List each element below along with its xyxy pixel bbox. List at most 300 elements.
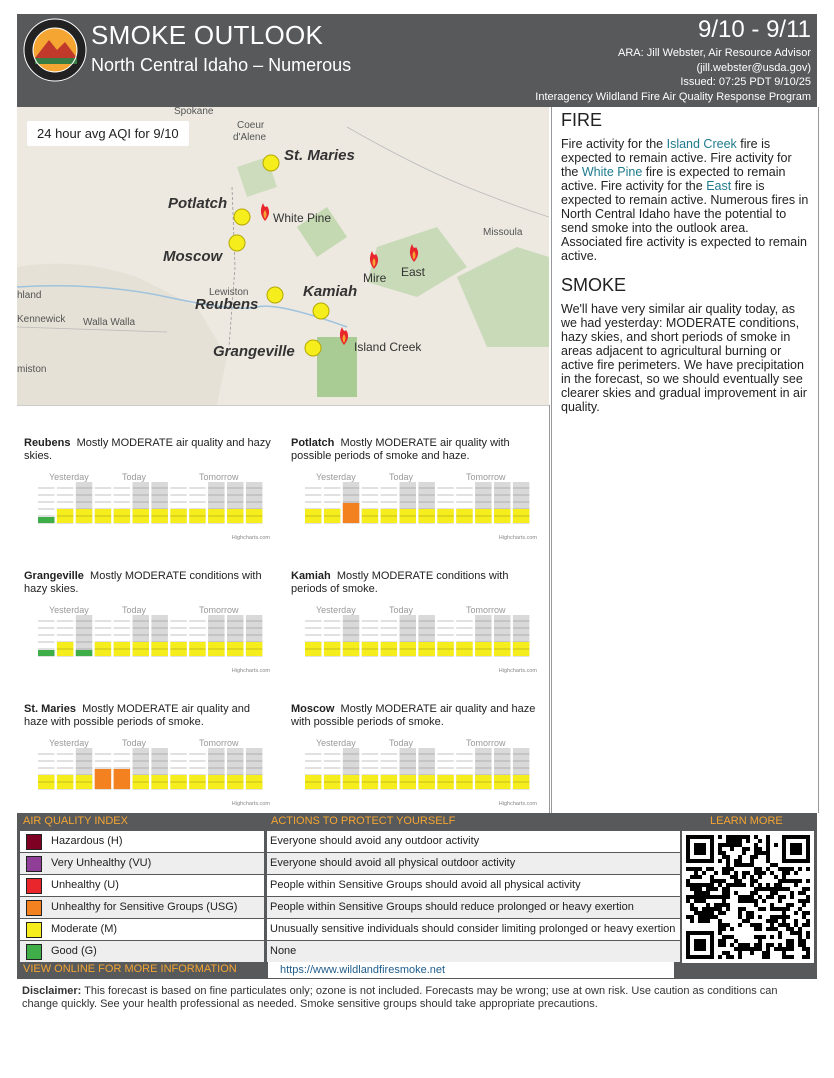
qr-module [750,855,754,859]
qr-module [790,939,794,943]
qr-module [762,955,766,959]
chart-credit: Highcharts.com [498,801,537,807]
qr-module [798,939,802,943]
qr-module [802,955,806,959]
qr-module [790,943,794,947]
qr-module [706,911,710,915]
qr-module [738,911,742,915]
aqi-marker-moscow [229,235,245,251]
qr-module [786,947,790,951]
town-label-grangeville: Grangeville [213,343,295,360]
qr-module [794,879,798,883]
qr-module [778,923,782,927]
qr-module [754,923,758,927]
qr-module [742,883,746,887]
qr-module [726,871,730,875]
aqi-row [20,941,680,962]
chart-credit: Highcharts.com [231,801,270,807]
qr-module [774,927,778,931]
aqi-action [267,941,680,962]
qr-module [750,875,754,879]
aqi-color-swatch [26,944,42,960]
qr-module [710,879,714,883]
issued-time: Issued: 07:25 PDT 9/10/25 [680,76,811,88]
qr-module [714,895,718,899]
aqi-bar-chart [291,748,531,793]
qr-module [730,955,734,959]
program-name: Interagency Wildland Fire Air Quality Response Program [535,90,811,103]
qr-module [746,947,750,951]
page-subtitle: North Central Idaho – Numerous [91,55,352,75]
qr-module [770,887,774,891]
aqi-bar-chart [291,615,531,660]
qr-module [722,899,726,903]
qr-module [802,903,806,907]
qr-module [782,887,786,891]
qr-module [714,915,718,919]
qr-module [742,835,746,839]
qr-module [782,907,786,911]
qr-module [726,907,730,911]
fire-icon [370,251,378,269]
qr-module [754,867,758,871]
aqi-action-text: Everyone should avoid any outdoor activity [270,835,480,847]
disclaimer-label: Disclaimer: [22,985,82,997]
qr-module [786,871,790,875]
qr-module [738,835,742,839]
day-label: Tomorrow [466,738,506,748]
qr-module [790,955,794,959]
qr-module [714,871,718,875]
aqi-legend-table [17,813,817,979]
qr-module [782,923,786,927]
qr-module [786,923,790,927]
qr-module [750,891,754,895]
chart-credit: Highcharts.com [498,535,537,541]
qr-module [758,947,762,951]
qr-module [778,907,782,911]
qr-module [710,883,714,887]
site-description: Kamiah Mostly MODERATE conditions with periods of smoke. [291,570,509,595]
aqi-category [20,853,264,874]
qr-module [738,923,742,927]
qr-module [722,887,726,891]
qr-module [694,911,698,915]
aqi-index-header: AIR QUALITY INDEX [23,815,128,827]
qr-module [746,899,750,903]
fire-icon [410,244,418,262]
qr-module [718,883,722,887]
qr-module [710,907,714,911]
qr-module [774,947,778,951]
qr-module [686,883,690,887]
qr-module [802,911,806,915]
qr-module [698,891,702,895]
aqi-color-swatch [26,834,42,850]
fire-label-east: East [401,265,426,279]
qr-module [738,899,742,903]
qr-module [694,871,698,875]
qr-module [702,899,706,903]
qr-module [734,843,738,847]
aqi-category-label: Very Unhealthy (VU) [51,857,152,869]
fire-name-east: East [706,179,732,193]
qr-module [786,879,790,883]
qr-module [686,915,690,919]
qr-module [758,915,762,919]
qr-module [738,895,742,899]
qr-module [758,927,762,931]
qr-module [754,879,758,883]
qr-module [722,943,726,947]
qr-module [698,895,702,899]
qr-module [746,895,750,899]
place-label: Spokane [174,107,214,117]
qr-module [758,907,762,911]
qr-module [730,883,734,887]
aqi-category-label: Unhealthy for Sensitive Groups (USG) [51,901,238,913]
qr-module [766,919,770,923]
qr-module [738,883,742,887]
qr-module [742,895,746,899]
qr-module [738,955,742,959]
day-label: Tomorrow [199,472,239,482]
qr-module [790,927,794,931]
qr-module [690,875,694,879]
qr-module [806,911,810,915]
aqi-bar [38,650,55,656]
site-name: Potlatch [291,437,335,449]
qr-module [742,947,746,951]
qr-module [726,859,730,863]
qr-module [746,943,750,947]
qr-module [774,883,778,887]
qr-module [702,891,706,895]
qr-module [722,939,726,943]
qr-module [770,907,774,911]
place-label: Missoula [483,227,523,238]
fire-text: Fire activity for the Island Creek fire is expected to remain active. Fire activity for the White Pine fire is expected to remain active. Fire activity for the East fire is expected to remain active. Numerous fires in North Central Idaho have the potential to send smoke into the outlook area. Associated fire activity is expected to remain active. [561,137,809,263]
qr-module [766,843,770,847]
aqi-category [20,875,264,896]
qr-module [698,867,702,871]
day-label: Today [122,472,147,482]
fire-name-island-creek: Island Creek [666,137,737,151]
qr-module [718,843,722,847]
qr-module [710,887,714,891]
qr-module [750,911,754,915]
qr-module [806,935,810,939]
qr-module [798,907,802,911]
aqi-category [20,941,264,962]
qr-module [782,919,786,923]
qr-module [750,915,754,919]
qr-module [734,859,738,863]
site-description: Moscow Mostly MODERATE air quality and haze with possible periods of smoke. [291,703,536,728]
qr-module [758,895,762,899]
smoke-text: We'll have very similar air quality today, as we had yesterday: MODERATE conditions, hazy skies, and short periods of smoke in areas adjacent to agricultural burning or active fire perimeters. We have precipitation in the forecast, so we should eventually see clearer skies and gradual improvement in air quality. [561,302,807,414]
aqi-color-swatch [26,900,42,916]
qr-module [738,947,742,951]
qr-module [766,835,770,839]
aqi-map[interactable] [17,107,549,406]
site-description: Reubens Mostly MODERATE air quality and hazy skies. [24,437,271,462]
qr-module [698,915,702,919]
view-online-label: VIEW ONLINE FOR MORE INFORMATION [23,963,237,975]
qr-module [754,903,758,907]
aqi-row [20,831,680,852]
qr-module [738,943,742,947]
qr-finder [790,843,802,855]
qr-module [798,935,802,939]
qr-module [750,859,754,863]
qr-module [742,851,746,855]
site-name: Reubens [24,437,71,449]
qr-module [726,903,730,907]
site-panel [291,703,541,828]
qr-module [762,871,766,875]
qr-module [766,927,770,931]
map-markers [17,107,549,405]
qr-module [730,843,734,847]
qr-module [702,883,706,887]
aqi-action [267,831,680,852]
qr-module [710,867,714,871]
qr-module [806,955,810,959]
advisor-email[interactable]: (jill.webster@usda.gov) [696,61,811,74]
qr-module [694,891,698,895]
town-label-st-maries: St. Maries [284,147,355,164]
qr-module [806,867,810,871]
qr-module [778,931,782,935]
qr-module [798,943,802,947]
qr-module [718,851,722,855]
qr-module [758,883,762,887]
aqi-action [267,853,680,874]
place-label: Coeur [237,120,265,131]
place-label: Kennewick [17,314,66,325]
qr-module [806,899,810,903]
qr-module [738,863,742,867]
qr-module [698,899,702,903]
day-label: Today [122,605,147,615]
qr-module [786,907,790,911]
aqi-category-label: Hazardous (H) [51,835,123,847]
qr-module [766,851,770,855]
qr-module [794,883,798,887]
qr-module [746,835,750,839]
qr-module [706,919,710,923]
qr-module [770,863,774,867]
qr-module [798,867,802,871]
qr-module [686,867,690,871]
aqi-row [20,853,680,874]
qr-module [730,835,734,839]
qr-module [802,923,806,927]
qr-module [690,867,694,871]
qr-module [754,843,758,847]
qr-module [702,907,706,911]
qr-module [766,955,770,959]
qr-code[interactable] [682,831,814,963]
qr-module [750,895,754,899]
place-label: Walla Walla [83,317,136,328]
day-label: Tomorrow [199,605,239,615]
aqi-action-text: People within Sensitive Groups should reduce prolonged or heavy exertion [270,901,634,913]
qr-module [718,955,722,959]
qr-module [778,899,782,903]
qr-module [746,915,750,919]
qr-module [750,923,754,927]
qr-module [750,879,754,883]
qr-module [738,839,742,843]
qr-module [762,851,766,855]
aqi-category-label: Moderate (M) [51,923,118,935]
qr-module [746,847,750,851]
site-panel [24,703,274,828]
qr-module [774,887,778,891]
qr-module [770,903,774,907]
qr-module [694,867,698,871]
aqi-category [20,919,264,940]
qr-module [782,867,786,871]
disclaimer [22,985,812,1010]
qr-module [718,927,722,931]
qr-module [774,915,778,919]
qr-module [758,939,762,943]
qr-module [722,851,726,855]
qr-module [782,895,786,899]
actions-header: ACTIONS TO PROTECT YOURSELF [271,815,456,827]
aqi-bar [95,769,112,789]
aqi-action-text: None [270,945,297,957]
qr-module [722,843,726,847]
qr-module [798,899,802,903]
qr-module [770,915,774,919]
qr-module [730,943,734,947]
qr-module [794,919,798,923]
qr-module [718,907,722,911]
qr-module [794,911,798,915]
qr-module [758,943,762,947]
website-link[interactable]: https://www.wildlandfiresmoke.net [268,962,674,978]
qr-module [726,855,730,859]
qr-module [706,907,710,911]
qr-module [718,847,722,851]
qr-module [694,895,698,899]
qr-module [698,883,702,887]
qr-module [734,883,738,887]
qr-module [690,883,694,887]
qr-module [726,883,730,887]
qr-module [694,883,698,887]
qr-module [762,899,766,903]
aqi-category [20,831,264,852]
date-range: 9/10 - 9/11 [698,16,811,43]
site-panel [24,570,274,695]
header [17,14,817,107]
qr-module [758,935,762,939]
qr-module [790,947,794,951]
qr-module [774,875,778,879]
qr-module [798,927,802,931]
qr-module [722,891,726,895]
qr-module [734,835,738,839]
qr-module [782,875,786,879]
aqi-action [267,875,680,896]
qr-module [794,931,798,935]
qr-module [714,903,718,907]
qr-module [790,895,794,899]
qr-module [730,847,734,851]
qr-module [706,903,710,907]
qr-module [806,951,810,955]
qr-finder [694,843,706,855]
day-label: Yesterday [49,472,89,482]
fire-label-island-creek: Island Creek [354,340,422,354]
qr-module [710,895,714,899]
qr-module [690,907,694,911]
qr-module [690,915,694,919]
qr-module [778,935,782,939]
qr-module [734,879,738,883]
qr-module [742,919,746,923]
qr-module [766,883,770,887]
qr-module [782,871,786,875]
qr-module [738,915,742,919]
qr-module [714,907,718,911]
qr-module [762,907,766,911]
qr-module [734,839,738,843]
day-label: Yesterday [316,605,356,615]
aqi-bar-chart [24,482,264,527]
qr-module [722,911,726,915]
qr-finder [694,939,706,951]
qr-module [746,919,750,923]
day-label: Yesterday [316,738,356,748]
qr-module [778,915,782,919]
qr-module [694,907,698,911]
qr-module [806,887,810,891]
qr-module [766,855,770,859]
qr-module [802,887,806,891]
smoke-heading: SMOKE [561,275,627,295]
qr-module [778,895,782,899]
aqi-bar-chart [24,615,264,660]
qr-module [754,899,758,903]
place-label: d'Alene [233,132,267,143]
qr-module [790,879,794,883]
qr-module [718,939,722,943]
aqi-action-text: Unusually sensitive individuals should consider limiting prolonged or heavy exertion [270,923,676,935]
qr-module [718,919,722,923]
qr-module [738,907,742,911]
qr-module [806,919,810,923]
aqi-color-swatch [26,878,42,894]
qr-module [718,931,722,935]
aqi-marker-reubens [267,287,283,303]
qr-module [742,899,746,903]
qr-module [790,891,794,895]
site-description: Potlatch Mostly MODERATE air quality with possible periods of smoke and haze. [291,437,510,462]
site-panel [291,570,541,695]
site-name: Kamiah [291,570,331,582]
qr-module [686,879,690,883]
qr-module [786,903,790,907]
qr-module [742,863,746,867]
qr-module [706,891,710,895]
qr-module [774,891,778,895]
